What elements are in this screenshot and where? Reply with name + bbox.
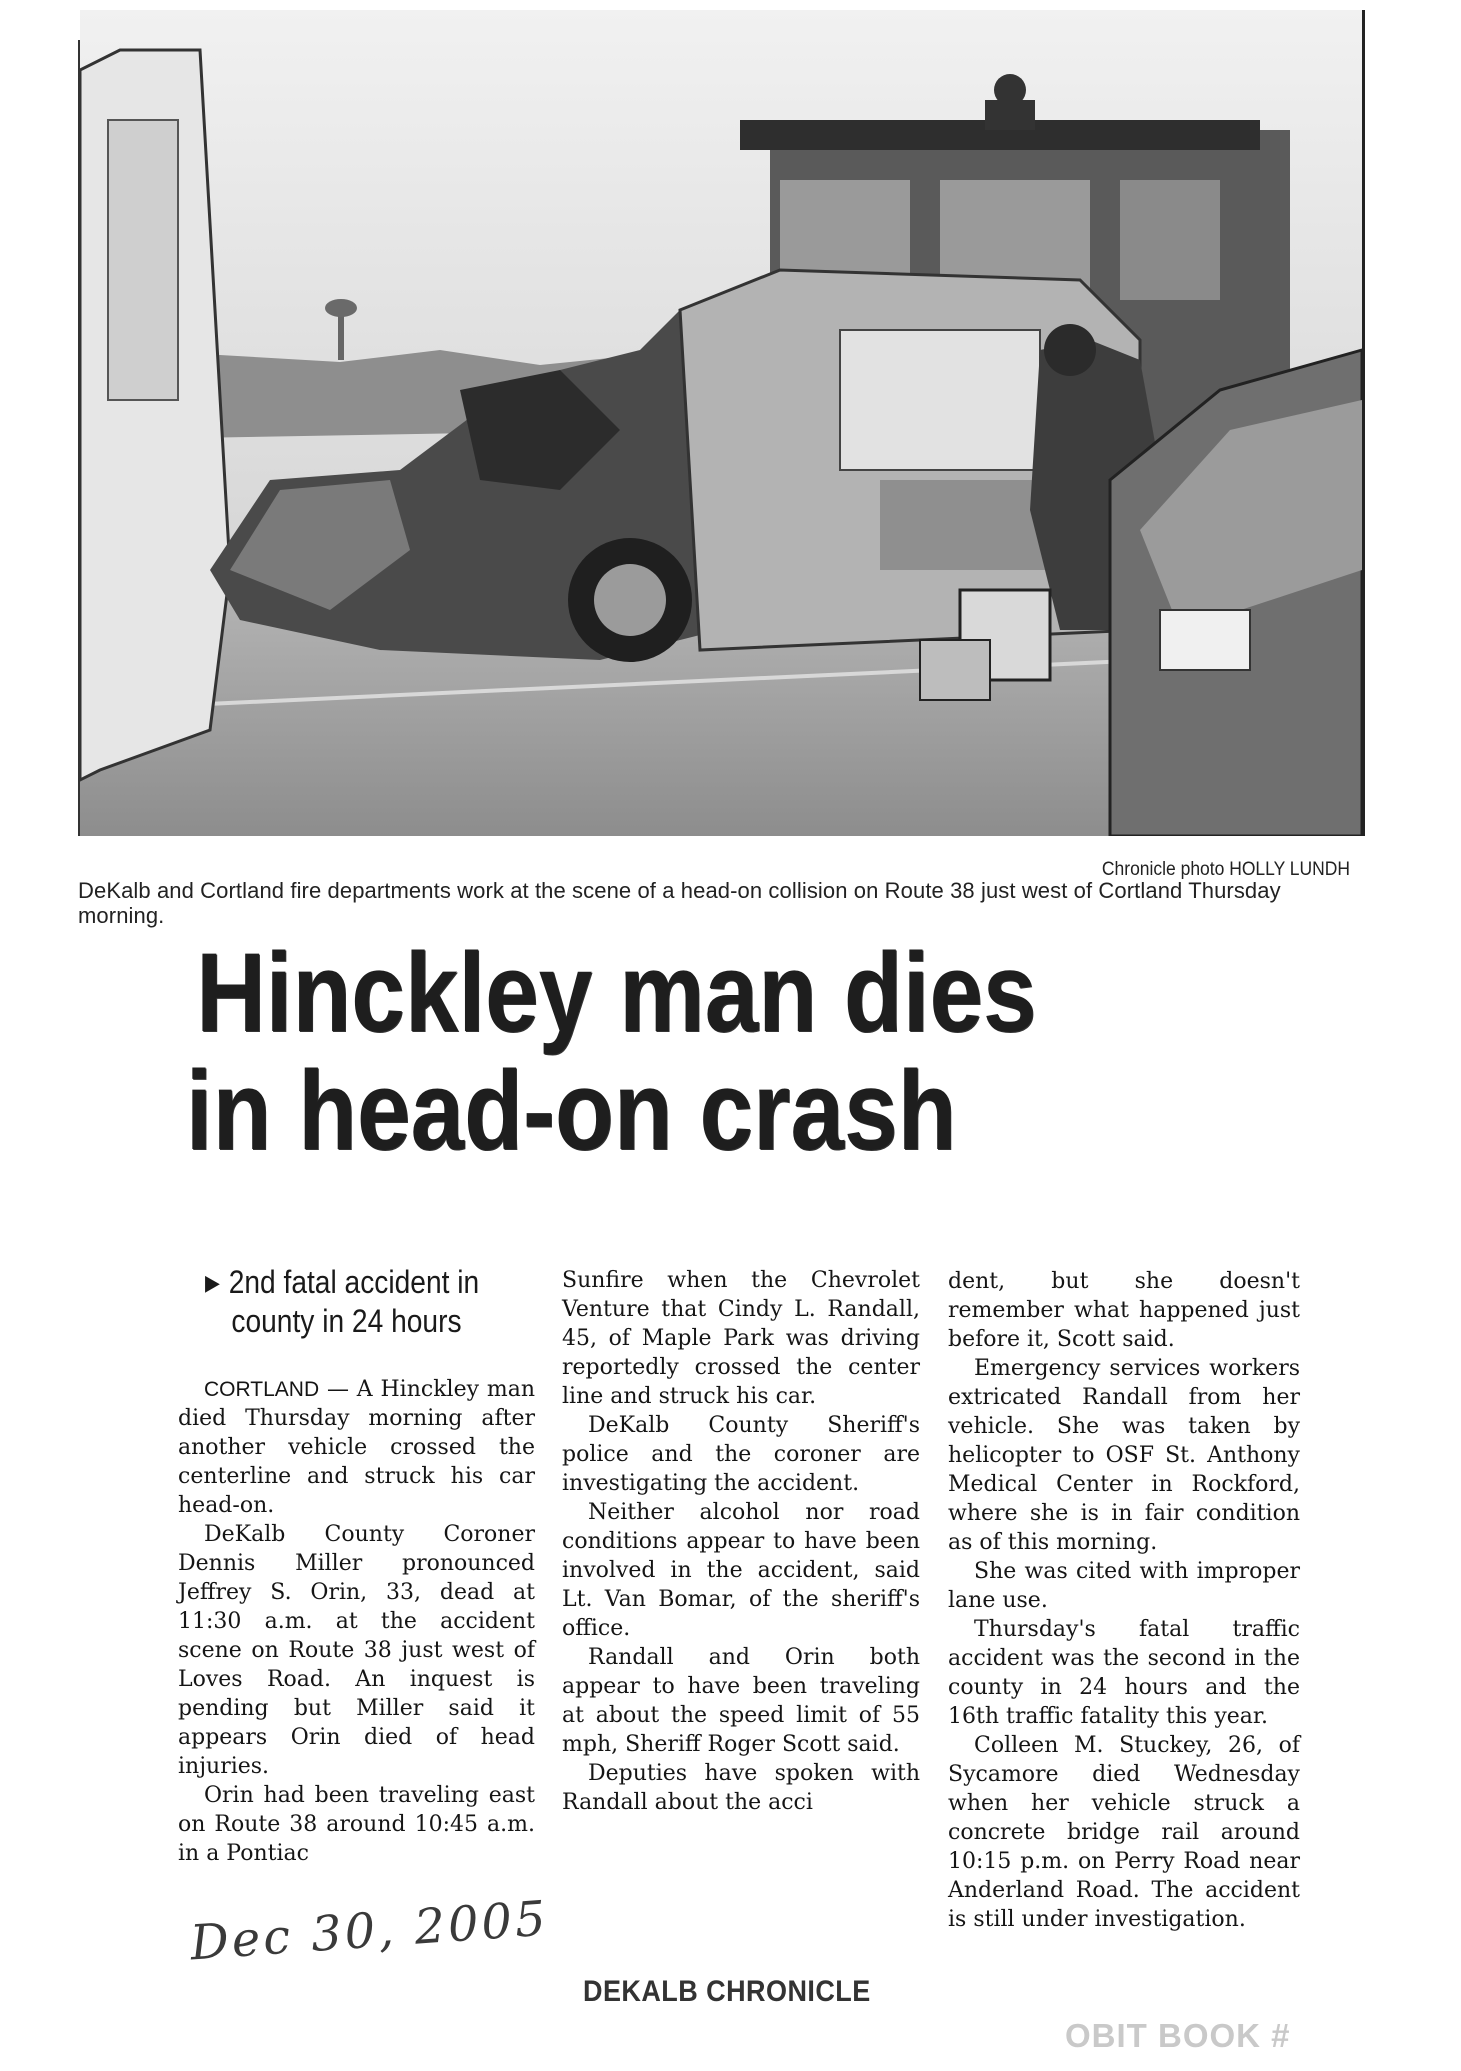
obit-book-stamp: OBIT BOOK # [1065,2017,1291,2054]
article-paragraph: Orin had been traveling east on Route 38 around 10:45 a.m. in a Pontiac [178,1783,535,1866]
article-paragraph: Sunfire when the Chevrolet Venture that Cindy L. Randall, 45, of Maple Park was driving reportedly crossed the center line and struck his car. [562,1268,920,1409]
article-paragraph: Thursday's fatal traffic accident was the second in the county in 24 hours and the 16th traffic fatality this year. [948,1617,1300,1729]
article-paragraph: Neither alcohol nor road conditions appear to have been involved in the accident, said Lt. Van Bomar, of the sheriff's office. [562,1500,920,1641]
article-paragraph: dent, but she doesn't remember what happened just before it, Scott said. [948,1269,1300,1352]
article-paragraph: Randall and Orin both appear to have been traveling at about the speed limit of 55 mph, Sheriff Roger Scott said. [562,1645,920,1757]
photo-caption: DeKalb and Cortland fire departments work at the scene of a head-on collision on Route 38 just west of Cortland Thursday morning. [78,878,1281,928]
paragraph-text: — A Hinckley man died Thursday morning after another vehicle crossed the centerline and struck his car head-on. [178,1377,535,1518]
crash-scene-photo [80,10,1365,836]
headline-line-2: in head-on crash [185,1048,957,1173]
subheadline [205,1263,522,1340]
handwritten-date: Dec 30, 2005 [188,1890,551,1972]
dateline: CORTLAND [204,1378,320,1401]
article-column-3 [948,1267,1300,1934]
article-column-1 [178,1375,535,1868]
headline [185,930,1176,1173]
article-paragraph: Emergency services workers extricated Randall from her vehicle. She was taken by helicopter to OSF St. Anthony Medical Center in Rockford, where she is in fair condition as of this morning. [948,1356,1300,1555]
newspaper-name: DEKALB CHRONICLE [583,1975,871,2008]
photo-credit: Chronicle photo HOLLY LUNDH [1101,859,1350,880]
article-paragraph: Colleen M. Stuckey, 26, of Sycamore died Wednesday when her vehicle struck a concrete bridge rail around 10:15 p.m. on Perry Road near Anderland Road. The accident is still under investigation. [948,1733,1300,1932]
subheadline-line-2: county in 24 hours [231,1303,462,1339]
article-paragraph [178,1375,535,1520]
article-paragraph: Deputies have spoken with Randall about the acci [562,1761,920,1815]
article-paragraph: DeKalb County Sheriff's police and the coroner are investigating the accident. [562,1413,920,1496]
triangle-bullet-icon: ▶ [205,1270,220,1295]
article-paragraph: She was cited with improper lane use. [948,1559,1300,1613]
headline-line-1: Hinckley man dies [196,930,1037,1055]
subheadline-line-1: 2nd fatal accident in [228,1264,480,1300]
article-column-2 [562,1266,920,1817]
article-paragraph: DeKalb County Coroner Dennis Miller pronounced Jeffrey S. Orin, 33, dead at 11:30 a.m. at the accident scene on Route 38 just west of Loves Road. An inquest is pending but Miller said it appears Orin died of head injuries. [178,1522,535,1779]
